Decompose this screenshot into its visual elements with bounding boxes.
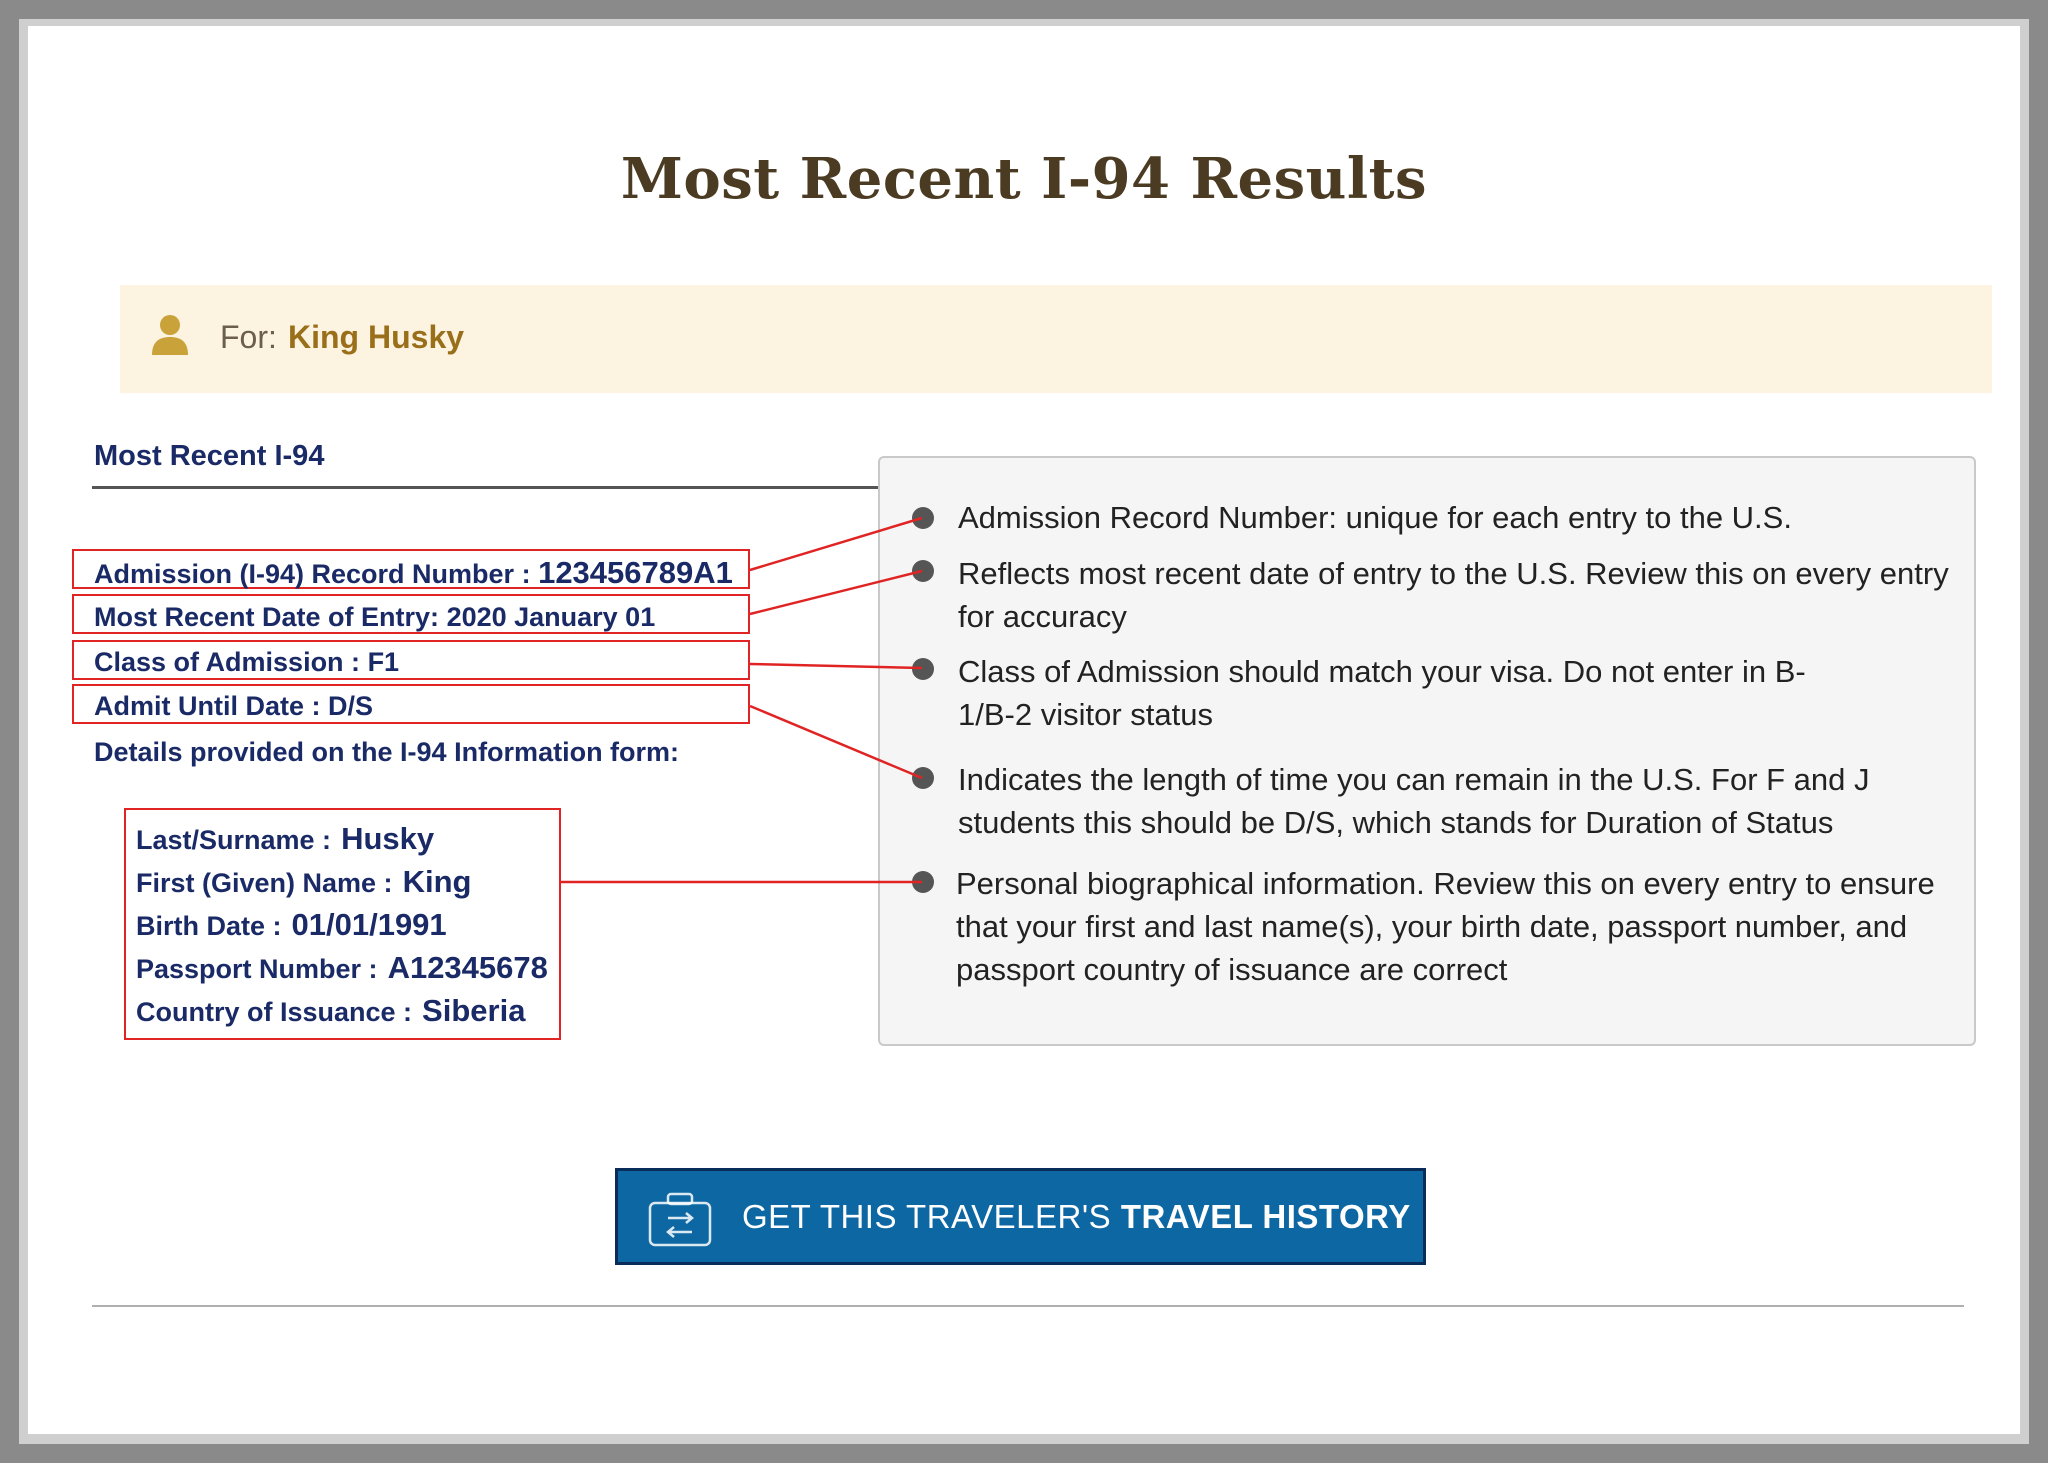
bio-label: Country of Issuance : [136,997,413,1027]
record-value: F1 [367,647,400,677]
record-label: Admission (I-94) Record Number : [94,559,531,589]
record-value: 123456789A1 [538,555,733,590]
bio-value: Siberia [422,993,526,1028]
connector-line [750,518,922,570]
bio-value: Husky [341,821,435,856]
record-label: Admit Until Date : [94,691,321,721]
connector-line [750,706,922,778]
for-label: For: [220,319,277,355]
annotation-admit-until: Indicates the length of time you can remain in the U.S. For F and J students this should be D/S, which stands for Duration of Status [958,762,1870,840]
details-caption: Details provided on the I-94 Information form: [94,737,680,767]
bio-label: First (Given) Name : [136,868,393,898]
page-title: Most Recent I-94 Results [620,146,1428,212]
button-label-bold: TRAVEL HISTORY [1120,1198,1411,1235]
traveler-name: King Husky [288,319,465,355]
annotation-class-of-admission: Class of Admission should match your visa. Do not enter in B-1/B-2 visitor status [958,654,1806,732]
record-value: D/S [328,691,374,721]
bio-label: Birth Date : [136,911,282,941]
travel-history-button-label [742,1198,1411,1236]
annotation-entry-date: Reflects most recent date of entry to the U.S. Review this on every entry for accuracy [958,556,1949,634]
section-title: Most Recent I-94 [94,440,325,472]
annotation-record-number: Admission Record Number: unique for each entry to the U.S. [958,500,1792,535]
travel-history-icon [646,1191,714,1249]
record-label: Class of Admission : [94,647,361,677]
footer-divider [92,1305,1964,1307]
button-label-prefix: GET THIS TRAVELER'S [742,1198,1112,1235]
bio-value: A12345678 [387,950,548,985]
bio-label: Passport Number : [136,954,378,984]
bio-label: Last/Surname : [136,825,332,855]
bio-value: King [402,864,472,899]
travel-history-button[interactable] [615,1168,1426,1265]
annotation-biographical: Personal biographical information. Review this on every entry to ensure that your first and last name(s), your birth date, passport number, and passport country of issuance are correct [956,866,1935,987]
record-value: 2020 January 01 [446,602,656,632]
bio-value: 01/01/1991 [291,907,447,942]
connector-line [750,664,922,668]
record-label: Most Recent Date of Entry: [94,602,440,632]
connector-line [750,571,922,614]
